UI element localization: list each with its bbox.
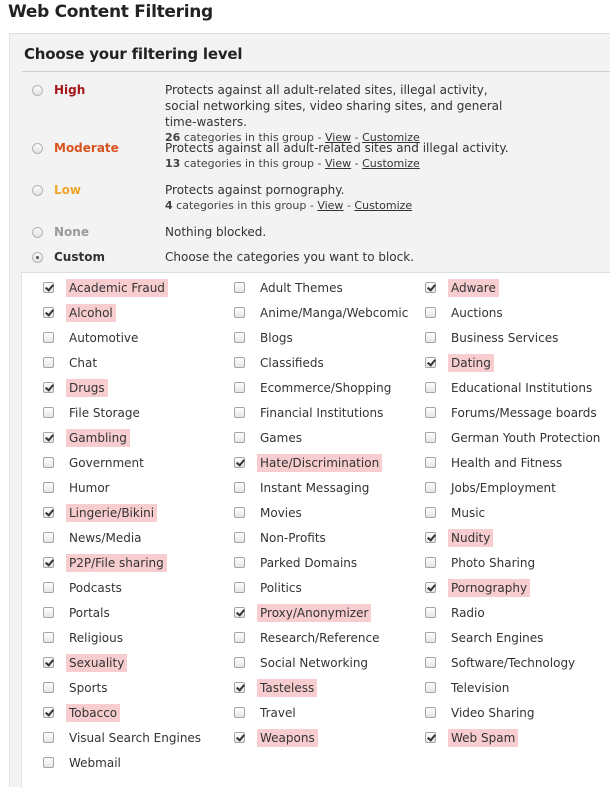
view-link-low[interactable]: View [317,199,344,212]
radio-moderate[interactable] [32,143,43,154]
level-description-text: Nothing blocked. [165,225,267,239]
checkbox-forums-message-boards[interactable] [425,407,436,418]
category-label[interactable]: Gambling [66,429,130,447]
category-label[interactable]: Automotive [69,331,139,345]
checkbox-sexuality[interactable] [43,657,54,668]
level-name-low[interactable]: Low [54,183,81,197]
checkbox-games[interactable] [234,432,245,443]
meta-separator: - [354,157,359,170]
category-label[interactable]: Tasteless [257,679,317,697]
category-count: 26 [165,131,181,144]
category-label[interactable]: Search Engines [451,631,544,645]
checkbox-financial-institutions[interactable] [234,407,245,418]
category-count-suffix: categories in this group - [183,131,322,144]
category-label[interactable]: Webmail [69,756,121,770]
category-count: 13 [165,157,181,170]
checkbox-anime-manga-webcomic[interactable] [234,307,245,318]
checkbox-parked-domains[interactable] [234,557,245,568]
category-label[interactable]: Photo Sharing [451,556,536,570]
category-label[interactable]: Pornography [448,579,530,597]
category-label[interactable]: Tobacco [66,704,120,722]
checkbox-health-and-fitness[interactable] [425,457,436,468]
radio-custom[interactable] [32,252,43,263]
category-label[interactable]: Alcohol [66,304,116,322]
checkbox-ecommerce-shopping[interactable] [234,382,245,393]
category-label[interactable]: File Storage [69,406,140,420]
view-link-high[interactable]: View [324,131,352,144]
view-link-moderate[interactable]: View [324,157,352,170]
checkbox-dating[interactable] [425,357,436,368]
category-label[interactable]: Politics [260,581,302,595]
category-label[interactable]: Auctions [451,306,503,320]
checkbox-adult-themes[interactable] [234,282,245,293]
checkbox-radio[interactable] [425,607,436,618]
category-label[interactable]: Classifieds [260,356,324,370]
checkbox-classifieds[interactable] [234,357,245,368]
checkbox-german-youth-protection[interactable] [425,432,436,443]
category-label[interactable]: Financial Institutions [260,406,384,420]
checkbox-religious[interactable] [43,632,54,643]
checkbox-movies[interactable] [234,507,245,518]
category-label[interactable]: Chat [69,356,98,370]
category-label[interactable]: Visual Search Engines [69,731,202,745]
category-label[interactable]: Academic Fraud [66,279,168,297]
checkbox-proxy-anonymizer[interactable] [234,607,245,618]
meta-separator: - [346,199,351,212]
category-grid [21,272,610,788]
checkbox-news-media[interactable] [43,532,54,543]
category-label[interactable]: Music [451,506,486,520]
checkbox-portals[interactable] [43,607,54,618]
level-description-moderate [165,140,510,172]
checkbox-video-sharing[interactable] [425,707,436,718]
category-label[interactable]: Portals [69,606,110,620]
level-description-high [165,82,510,146]
radio-high[interactable] [32,85,43,96]
category-label[interactable]: Hate/Discrimination [257,454,382,472]
checkbox-search-engines[interactable] [425,632,436,643]
category-label[interactable]: Podcasts [69,581,122,595]
level-name-high[interactable]: High [54,83,86,97]
checkbox-academic-fraud[interactable] [43,282,54,293]
category-label[interactable]: Dating [448,354,494,372]
checkbox-non-profits[interactable] [234,532,245,543]
level-name-custom[interactable]: Custom [54,250,105,264]
category-count: 4 [165,199,173,212]
level-description-text: Choose the categories you want to block. [165,250,415,264]
checkbox-gambling[interactable] [43,432,54,443]
panel-divider [22,71,610,72]
checkbox-chat[interactable] [43,357,54,368]
category-label[interactable]: Research/Reference [260,631,380,645]
level-name-none[interactable]: None [54,225,89,239]
category-label[interactable]: Non-Profits [260,531,326,545]
level-description-low [165,182,510,214]
category-count-suffix: categories in this group - [183,157,322,170]
checkbox-travel[interactable] [234,707,245,718]
checkbox-drugs[interactable] [43,382,54,393]
checkbox-file-storage[interactable] [43,407,54,418]
checkbox-government[interactable] [43,457,54,468]
checkbox-blogs[interactable] [234,332,245,343]
checkbox-p2p-file-sharing[interactable] [43,557,54,568]
checkbox-research-reference[interactable] [234,632,245,643]
level-description-none [165,224,510,240]
checkbox-social-networking[interactable] [234,657,245,668]
checkbox-sports[interactable] [43,682,54,693]
level-description-text: Protects against all adult-related sites and illegal activity. [165,141,509,155]
category-label[interactable]: Weapons [257,729,318,747]
category-label[interactable]: Movies [260,506,302,520]
category-label[interactable]: Educational Institutions [451,381,593,395]
checkbox-web-spam[interactable] [425,732,436,743]
category-label[interactable]: News/Media [69,531,142,545]
category-count-suffix: categories in this group - [176,199,314,212]
customize-link-moderate[interactable]: Customize [362,157,420,170]
category-label[interactable]: Anime/Manga/Webcomic [260,306,409,320]
category-label[interactable]: German Youth Protection [451,431,601,445]
meta-separator: - [354,131,359,144]
category-label[interactable]: Lingerie/Bikini [66,504,157,522]
level-description-text: Protects against all adult-related sites, illegal activity, social networking sites, video sharing sites, and general time-wasters. [165,83,503,129]
category-label[interactable]: Web Spam [448,729,518,747]
level-description-text: Protects against pornography. [165,183,345,197]
checkbox-auctions[interactable] [425,307,436,318]
checkbox-adware[interactable] [425,282,436,293]
category-label[interactable]: Religious [69,631,123,645]
checkbox-instant-messaging[interactable] [234,482,245,493]
category-label[interactable]: Blogs [260,331,293,345]
radio-low[interactable] [32,185,43,196]
checkbox-software-technology[interactable] [425,657,436,668]
customize-link-high[interactable]: Customize [362,131,420,144]
checkbox-automotive[interactable] [43,332,54,343]
checkbox-jobs-employment[interactable] [425,482,436,493]
checkbox-tasteless[interactable] [234,682,245,693]
checkbox-podcasts[interactable] [43,582,54,593]
category-label[interactable]: Proxy/Anonymizer [257,604,371,622]
category-label[interactable]: Forums/Message boards [451,406,597,420]
radio-none[interactable] [32,227,43,238]
category-label[interactable]: Adult Themes [260,281,343,295]
checkbox-lingerie-bikini[interactable] [43,507,54,518]
checkbox-television[interactable] [425,682,436,693]
checkbox-educational-institutions[interactable] [425,382,436,393]
customize-link-low[interactable]: Customize [354,199,413,212]
panel-title: Choose your filtering level [24,45,243,63]
checkbox-hate-discrimination[interactable] [234,457,245,468]
category-label[interactable]: Software/Technology [451,656,576,670]
category-label[interactable]: Games [260,431,302,445]
category-label[interactable]: Humor [69,481,110,495]
category-label[interactable]: Business Services [451,331,559,345]
checkbox-webmail[interactable] [43,757,54,768]
category-label[interactable]: Instant Messaging [260,481,370,495]
category-label[interactable]: Health and Fitness [451,456,563,470]
checkbox-business-services[interactable] [425,332,436,343]
level-meta [165,156,510,172]
checkbox-tobacco[interactable] [43,707,54,718]
category-label[interactable]: Sexuality [66,654,127,672]
category-label[interactable]: Nudity [448,529,493,547]
checkbox-photo-sharing[interactable] [425,557,436,568]
level-description-custom [165,249,510,265]
checkbox-alcohol[interactable] [43,307,54,318]
checkbox-visual-search-engines[interactable] [43,732,54,743]
level-name-moderate[interactable]: Moderate [54,141,119,155]
category-label[interactable]: Drugs [66,379,108,397]
category-label[interactable]: Social Networking [260,656,369,670]
checkbox-pornography[interactable] [425,582,436,593]
category-label[interactable]: Jobs/Employment [451,481,556,495]
filtering-panel [9,33,610,787]
category-label[interactable]: Video Sharing [451,706,535,720]
category-label[interactable]: Sports [69,681,108,695]
category-label[interactable]: P2P/File sharing [66,554,167,572]
checkbox-humor[interactable] [43,482,54,493]
level-meta [165,198,510,214]
checkbox-nudity[interactable] [425,532,436,543]
category-label[interactable]: Government [69,456,144,470]
checkbox-politics[interactable] [234,582,245,593]
category-label[interactable]: Radio [451,606,485,620]
category-label[interactable]: Television [451,681,510,695]
category-label[interactable]: Travel [260,706,296,720]
checkbox-weapons[interactable] [234,732,245,743]
category-label[interactable]: Ecommerce/Shopping [260,381,392,395]
category-label[interactable]: Parked Domains [260,556,358,570]
category-label[interactable]: Adware [448,279,499,297]
page-title: Web Content Filtering [8,2,213,22]
checkbox-music[interactable] [425,507,436,518]
